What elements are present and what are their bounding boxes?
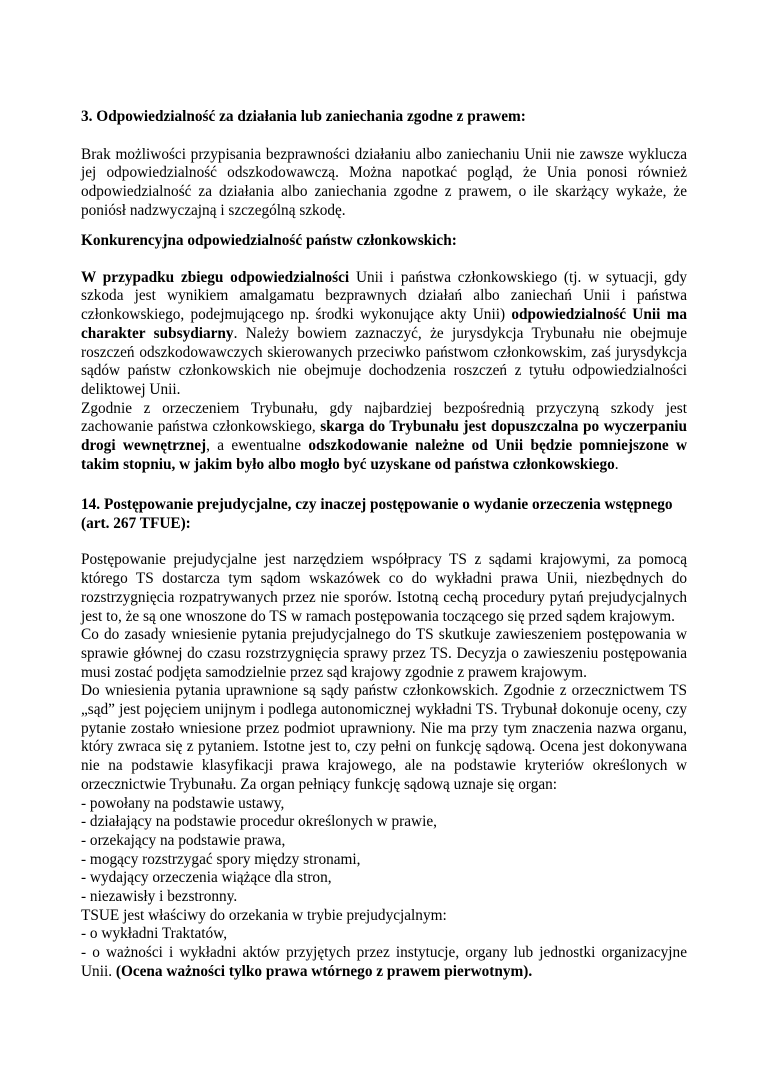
criteria-item: - orzekający na podstawie prawa, xyxy=(81,831,286,849)
text: . xyxy=(614,455,619,473)
section-14-paragraph-1: Postępowanie prejudycjalne jest narzędziem współpracy TS z sądami krajowymi, za pomocą którego TS dostarcza tym sądom wskazówek co do wykładni prawa Unii, niezbędnych do rozstrzygnięcia rozpatrywanych przez nie sporów. Istotną cechą procedury pytań prejudycjalnych jest to, że są one wnoszone do TS w ramach postępowania toczącego się przed sądem krajowym. xyxy=(81,551,687,625)
section-14-paragraph-3: Do wniesienia pytania uprawnione są sądy państw członkowskich. Zgodnie z orzecznictwem TS „sąd” jest pojęciem unijnym i podlega autonomicznej wykładni TS. Trybunał dokonuje oceny, czy pytanie zostało wniesione przez podmiot uprawniony. Nie ma przy tym znaczenia nazwa organu, który zwraca się z pytaniem. Istotne jest to, czy pełni on funkcję sądową. Ocena jest dokonywana nie na podstawie klasyfikacji prawa krajowego, ale na podstawie kryteriów określonych w orzecznictwie Trybunału. Za organ pełniący funkcję sądową uznaje się organ: xyxy=(81,682,687,793)
criteria-item: - powołany na podstawie ustawy, xyxy=(81,794,285,812)
text: Unii i państwa członkowskiego (tj. w sytuacji, gdy szkoda jest wynikiem amalgamatu bezprawnych działań albo zaniechań Unii i państwa członkowskiego, podejmującego np. środki wykonujące akty Unii) xyxy=(81,268,688,324)
bold-text: skarga do Trybunału jest dopuszczalna po wyczerpaniu drogi wewnętrznej xyxy=(81,418,687,455)
section-14 xyxy=(81,496,687,982)
text: - o ważności i wykładni aktów przyjętych przez instytucje, organy lub jednostki organizacyjne Unii. xyxy=(81,944,687,980)
concurrent-liability-section xyxy=(81,232,687,474)
bold-text: W przypadku zbiegu odpowiedzialności xyxy=(81,268,350,286)
criteria-item: - działający na podstawie procedur określonych w prawie, xyxy=(81,813,437,831)
text: . Należy bowiem zaznaczyć, że jurysdykcja Trybunału nie obejmuje roszczeń odszkodowawczych skierowanych przeciwko państwom członkowskim, zaś jurysdykcja sądów państw członkowskich nie obejmuje dochodzenia roszczeń z tytułu odpowiedzialności deliktowej Unii. xyxy=(81,324,687,398)
section-3-paragraph: Brak możliwości przypisania bezprawności działaniu albo zaniechaniu Unii nie zawsze wyklucza jej odpowiedzialność odszkodowawczą. Można napotkać pogląd, że Unia ponosi również odpowiedzialność za działania albo zaniechania zgodne z prawem, o ile skarżący wykaże, że poniósł nadzwyczajną i szczególną szkodę. xyxy=(81,145,687,219)
concurrent-liability-heading: Konkurencyjna odpowiedzialność państw członkowskich: xyxy=(81,232,457,249)
competence-item xyxy=(81,944,687,981)
bold-text: odszkodowanie należne od Unii będzie pomniejszone w takim stopniu, w jakim było albo mogło być uzyskane od państwa członkowskiego xyxy=(81,437,687,473)
criteria-item: - mogący rozstrzygać spory między stronami, xyxy=(81,850,361,868)
section-3-heading: 3. Odpowiedzialność za działania lub zaniechania zgodne z prawem: xyxy=(81,108,526,125)
section-3 xyxy=(81,108,687,221)
criteria-item: - niezawisły i bezstronny. xyxy=(81,888,238,906)
competence-intro: TSUE jest właściwy do orzekania w trybie prejudycjalnym: xyxy=(81,906,447,924)
competence-item: - o wykładni Traktatów, xyxy=(81,925,228,943)
concurrent-liability-paragraph-2 xyxy=(81,400,687,475)
text: Zgodnie z orzeczeniem Trybunału, gdy najbardziej bezpośrednią przyczyną szkody jest zachowanie państwa członkowskiego, xyxy=(81,399,687,436)
bold-text: odpowiedzialność Unii ma charakter subsydiarny xyxy=(81,306,687,342)
concurrent-liability-paragraph-1 xyxy=(81,269,687,400)
bold-text: (Ocena ważności tylko prawa wtórnego z prawem pierwotnym). xyxy=(115,962,533,980)
criteria-item: - wydający orzeczenia wiążące dla stron, xyxy=(81,869,332,887)
section-14-paragraph-2: Co do zasady wniesienie pytania prejudycjalnego do TS skutkuje zawieszeniem postępowania w sprawie głównej do czasu rozstrzygnięcia sprawy przez TS. Decyzja o zawieszeniu postępowania musi zostać podjęta samodzielnie przez sąd krajowy zgodnie z prawem krajowym. xyxy=(81,626,687,681)
text: , a ewentualne xyxy=(206,437,309,455)
section-14-heading: 14. Postępowanie prejudycjalne, czy inaczej postępowanie o wydanie orzeczenia wstępnego (art. 267 TFUE): xyxy=(81,496,673,532)
